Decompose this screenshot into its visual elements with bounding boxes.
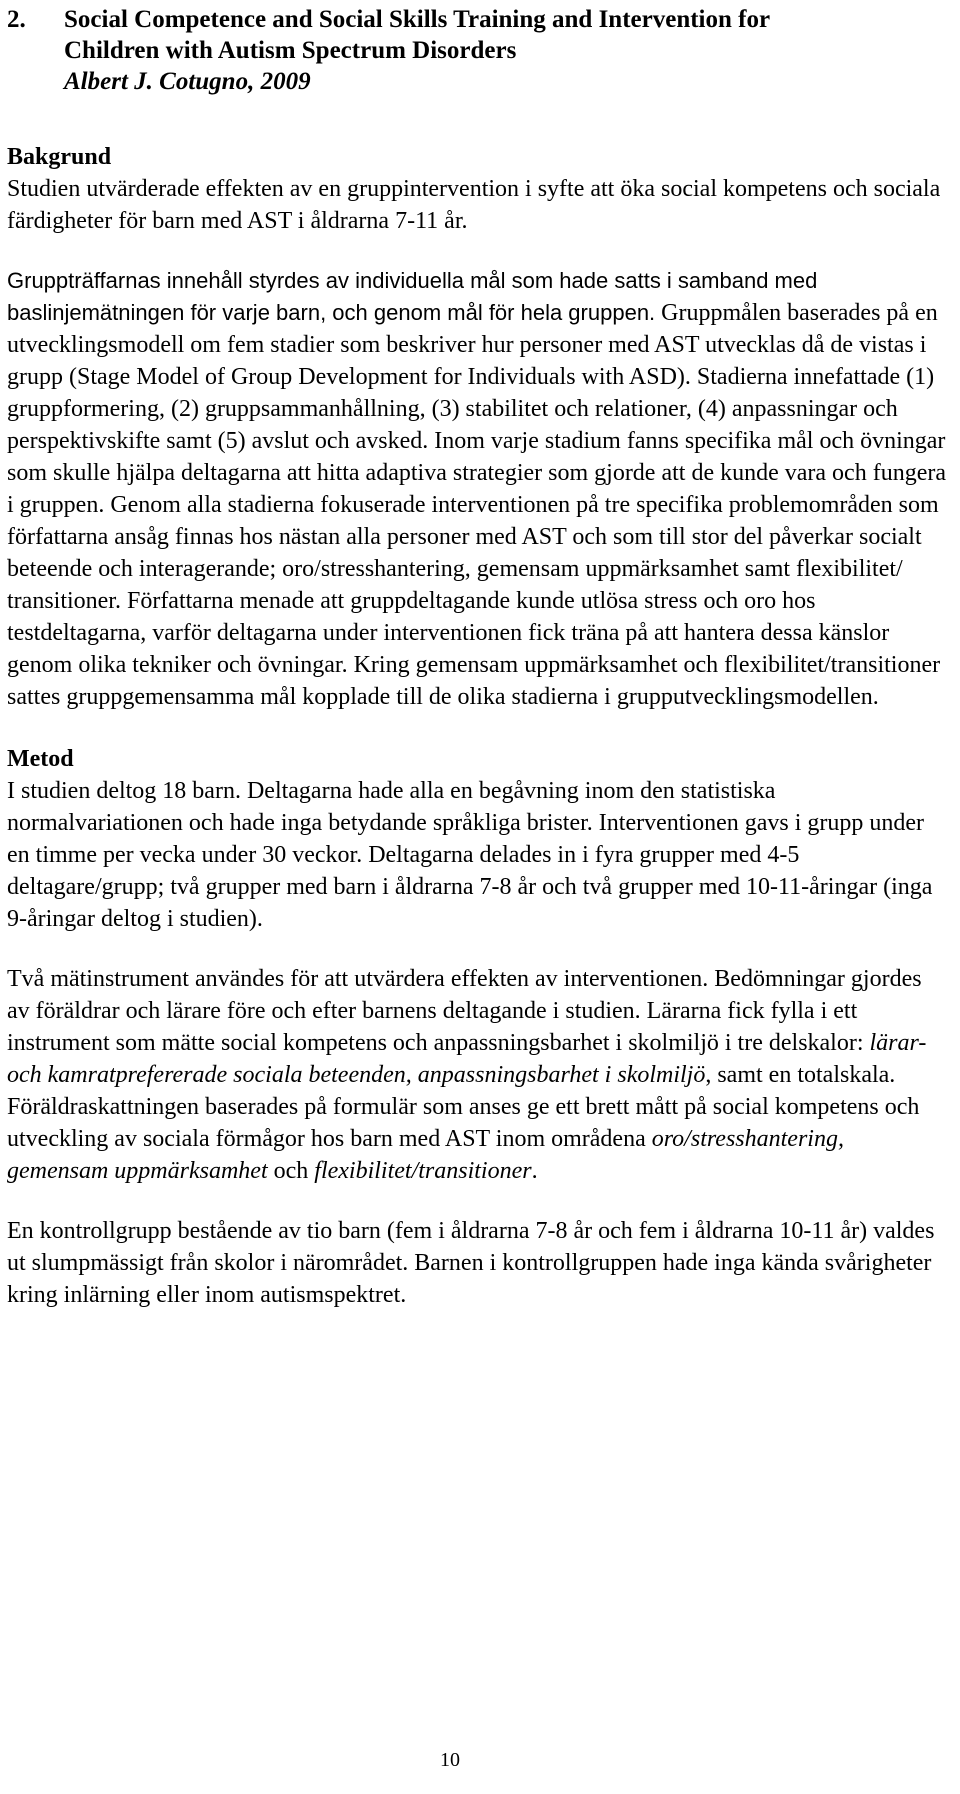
section-heading (7, 4, 947, 97)
section-title-line-2: Children with Autism Spectrum Disorders (64, 37, 517, 64)
metod-paragraph-2-part-b: , samt en totalskala. Föräldraskattningen baserades på formulär som anses ge ett brett mått på social kompetens och utveckling av sociala förmågor hos barn med AST inom områdena (7, 1062, 920, 1152)
metod-paragraph-2 (7, 963, 947, 1187)
bakgrund-paragraph-2-sans: Gruppträffarnas innehåll styrdes av individuella mål som hade satts i samband med baslinjemätningen för varje barn, och genom mål för hela gruppen. (7, 268, 818, 325)
bakgrund-paragraph-1: Studien utvärderade effekten av en gruppintervention i syfte att öka social kompetens och sociala färdigheter för barn med AST i åldrarna 7-11 år. (7, 176, 941, 234)
metod-paragraph-2-emphasis-1: lärar- och kamratprefererade sociala beteenden, anpassningsbarhet i skolmiljö (7, 1030, 927, 1088)
page-content (7, 4, 947, 1311)
section-title-line-1: Social Competence and Social Skills Training and Intervention for (64, 6, 771, 33)
metod-heading: Metod (7, 746, 74, 772)
page-number: 10 (440, 1749, 460, 1771)
bakgrund-paragraph-2-serif: Gruppmålen baserades på en utvecklingsmodell om fem stadier som beskriver hur personer med AST utvecklas då de vistas i grupp (Stage Model of Group Development for Individuals with ASD). Stadierna innefattade (1) gruppformering, (2) gruppsammanhållning, (3) stabilitet och relationer, (4) anpassningar och perspektivskifte samt (5) avslut och avsked. Inom varje stadium fanns specifika mål och övningar som skulle hjälpa deltagarna att hitta adaptiva strategier som gjorde att de kunde vara och fungera i gruppen. Genom alla stadierna fokuserade interventionen på tre specifika problemområden som författarna ansåg finnas hos nästan alla personer med AST och som till stor del påverkar socialt beteende och interagerande; oro/stresshantering, gemensam uppmärksamhet samt flexibilitet/ transitioner. Författarna menade att gruppdeltagande kunde utlösa stress och oro hos testdeltagarna, varför deltagarna under interventionen fick träna på att hantera dessa känslor genom olika tekniker och övningar. Kring gemensam uppmärksamhet och flexibilitet/transitioner sattes gruppgemensamma mål kopplade till de olika stadierna i grupputvecklingsmodellen. (7, 300, 946, 710)
metod-paragraph-2-part-a: Två mätinstrument användes för att utvärdera effekten av interventionen. Bedömningar gjordes av föräldrar och lärare före och efter barnens deltagande i studien. Lärarna fick fylla i ett instrument som mätte social kompetens och anpassningsbarhet i skolmiljö i tre delskalor: (7, 966, 922, 1056)
bakgrund-heading: Bakgrund (7, 144, 112, 170)
section-author: Albert J. Cotugno, 2009 (64, 68, 311, 95)
metod-paragraph-3: En kontrollgrupp bestående av tio barn (fem i åldrarna 7-8 år och fem i åldrarna 10-11 år) valdes ut slumpmässigt från skolor i närområdet. Barnen i kontrollgruppen hade inga kända svårigheter kring inlärning eller inom autismspektret. (7, 1218, 935, 1308)
metod-paragraph-2-emphasis-3: flexibilitet/transitioner (314, 1158, 532, 1184)
metod-paragraph-2-part-d: . (531, 1158, 538, 1184)
metod-paragraph-1: I studien deltog 18 barn. Deltagarna hade alla en begåvning inom den statistiska normalvariationen och hade inga betydande språkliga brister. Interventionen gavs i grupp under en timme per vecka under 30 veckor. Deltagarna delades in i fyra grupper med 4-5 deltagare/grupp; två grupper med barn i åldrarna 7-8 år och två grupper med 10-11-åringar (inga 9-åringar deltog i studien). (7, 778, 933, 932)
metod-paragraph-2-part-c: och (267, 1158, 315, 1184)
section-number: 2. (7, 6, 26, 33)
metod-paragraph-2-emphasis-2: oro/stresshantering, gemensam uppmärksamhet (7, 1126, 844, 1184)
bakgrund-paragraph-2 (7, 265, 947, 713)
